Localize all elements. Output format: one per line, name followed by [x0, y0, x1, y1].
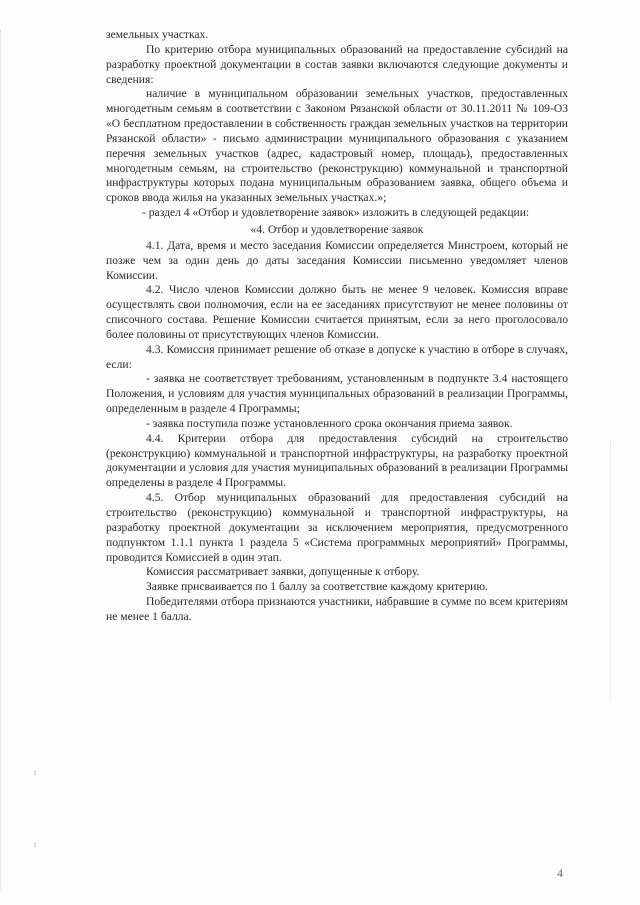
- paragraph-review: Комиссия рассматривает заявки, допущенные к отбору.: [146, 565, 420, 579]
- paragraph-4-2: 4.2. Число членов Комиссии должно быть не менее 9 человек. Комиссия вправе осуществлять свои полномочия, если на ее заседаниях присутствуют не менее половины от списочного состава. Решение Комиссии считается принятым, если за него проголосовало более половины от присутствующих членов Комиссии.: [106, 283, 568, 341]
- paragraph-refusal-reason-1: - заявка не соответствует требованиям, установленным в подпункте 3.4 настоящего Положения, и условиям для участия муниципальных образований в реализации Программы, определенным в разделе 4 Программы;: [106, 372, 568, 416]
- paragraph-winners: Победителями отбора признаются участники, набравшие в сумме по всем критериям не менее 1 балла.: [106, 595, 568, 623]
- document-body: [106, 28, 568, 625]
- paragraph-4-5: 4.5. Отбор муниципальных образований для предоставления субсидий на строительство (реконструкцию) коммунальной и транспортной инфраструктуры, на разработку проектной документации за исключением мероприятия, предусмотренного подпунктом 1.1.1 пункта 1 раздела 5 «Система программных мероприятий» Программы, проводится Комиссией в один этап.: [106, 491, 568, 564]
- scan-edge-left: [0, 30, 2, 890]
- scan-mark: [34, 770, 36, 775]
- paragraph-land-plots: наличие в муниципальном образовании земельных участков, предоставленных многодетным семьям в соответствии с Законом Рязанской области от 30.11.2011 № 109-ОЗ «О бесплатном предоставлении в собственность граждан земельных участков на территории Рязанской области» - письмо администрации муниципального образования с указанием перечня земельных участков (адрес, кадастровый номер, площадь), предоставленных многодетным семьям, на строительство (реконструкцию) коммунальной и транспортной инфраструктуры которых подана муниципальным образованием заявка, общего объема и сроков ввода жилья на указанных земельных участках.»;: [106, 87, 568, 205]
- scan-mark: [34, 842, 36, 847]
- page-number: 4: [557, 866, 563, 880]
- section-heading: «4. Отбор и удовлетворение заявок: [250, 222, 424, 236]
- paragraph-4-1: 4.1. Дата, время и место заседания Комиссии определяется Минстроем, который не позже чем за один день до даты заседания Комиссии письменно уведомляет членов Комиссии.: [106, 238, 568, 282]
- paragraph-section4-amend: - раздел 4 «Отбор и удовлетворение заявок» изложить в следующей редакции:: [142, 206, 530, 220]
- paragraph-4-3: 4.3. Комиссия принимает решение об отказе в допуске к участию в отборе в случаях, если:: [106, 342, 568, 371]
- paragraph-scoring: Заявке присваивается по 1 баллу за соответствие каждому критерию.: [146, 580, 488, 594]
- paragraph-continuation: земельных участках.: [106, 28, 209, 41]
- paragraph-4-4: 4.4. Критерии отбора для предоставления субсидий на строительство (реконструкцию) коммунальной и транспортной инфраструктуры, на разработку проектной документации и условия для участия муниципальных образований в реализации Программы определены в разделе 4 Программы.: [106, 431, 568, 490]
- paragraph-refusal-reason-2: - заявка поступила позже установленного срока окончания приема заявок.: [146, 416, 513, 430]
- paragraph-criteria-intro: По критерию отбора муниципальных образований на предоставление субсидий на разработку проектной документации в состав заявки включаются следующие документы и сведения:: [106, 42, 568, 86]
- scan-edge-right: [610, 440, 612, 700]
